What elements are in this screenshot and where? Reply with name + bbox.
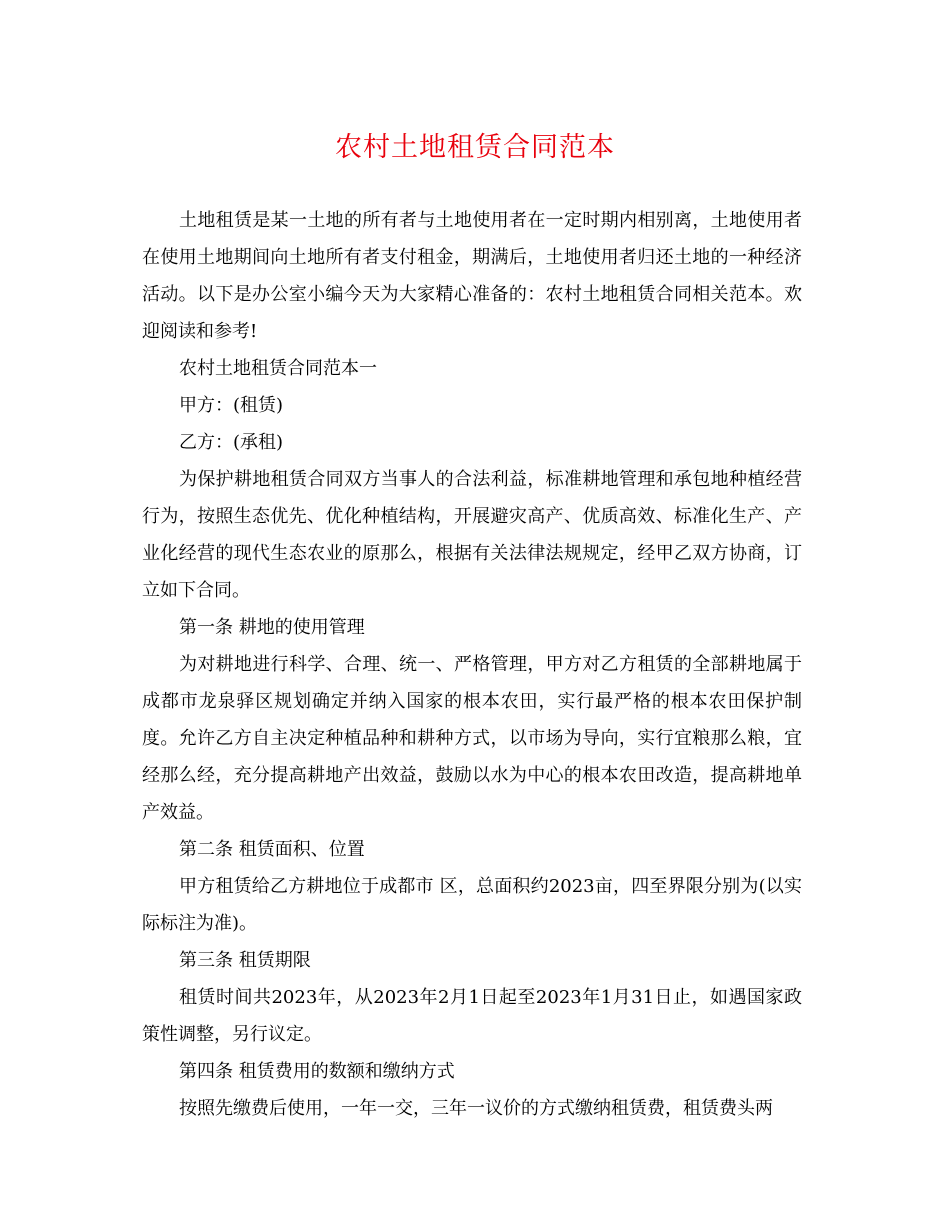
- article-2-heading: 第二条 租赁面积、位置: [179, 839, 365, 860]
- party-a-line: 甲方：(租赁): [179, 395, 284, 416]
- section-heading: 农村土地租赁合同范本一: [179, 358, 377, 379]
- article-3-body: 租赁时间共2023年，从2023年2月1日起至2023年1月31日止，如遇国家政策性调整，另行议定。: [142, 987, 802, 1045]
- article-1-body: 为对耕地进行科学、合理、统一、严格管理，甲方对乙方租赁的全部耕地属于成都市龙泉驿区规划确定并纳入国家的根本农田，实行最严格的根本农田保护制度。允许乙方自主决定种植品种和耕种方式，以市场为导向，实行宜粮那么粮，宜经那么经，充分提高耕地产出效益，鼓励以水为中心的根本农田改造，提高耕地单产效益。: [142, 654, 802, 823]
- intro-paragraph: 土地租赁是某一土地的所有者与土地使用者在一定时期内相别离，土地使用者在使用土地期间向土地所有者支付租金，期满后，土地使用者归还土地的一种经济活动。以下是办公室小编今天为大家精心准备的：农村土地租赁合同相关范本。欢迎阅读和参考!: [142, 210, 802, 342]
- article-1-heading: 第一条 耕地的使用管理: [179, 617, 365, 638]
- article-4-heading: 第四条 租赁费用的数额和缴纳方式: [179, 1061, 455, 1082]
- preamble-paragraph: 为保护耕地租赁合同双方当事人的合法利益，标准耕地管理和承包地种植经营行为，按照生态优先、优化种植结构，开展避灾高产、优质高效、标准化生产、产业化经营的现代生态农业的原那么，根据有关法律法规规定，经甲乙双方协商，订立如下合同。: [142, 469, 802, 601]
- article-4-body: 按照先缴费后使用，一年一交，三年一议价的方式缴纳租赁费，租赁费头两: [179, 1098, 773, 1119]
- article-2-body: 甲方租赁给乙方耕地位于成都市 区，总面积约2023亩，四至界限分别为(以实际标注为准)。: [142, 876, 802, 934]
- document-body: [142, 202, 802, 1127]
- document-title: 农村土地租赁合同范本: [335, 132, 615, 163]
- party-b-line: 乙方：(承租): [179, 432, 284, 453]
- article-3-heading: 第三条 租赁期限: [179, 950, 311, 971]
